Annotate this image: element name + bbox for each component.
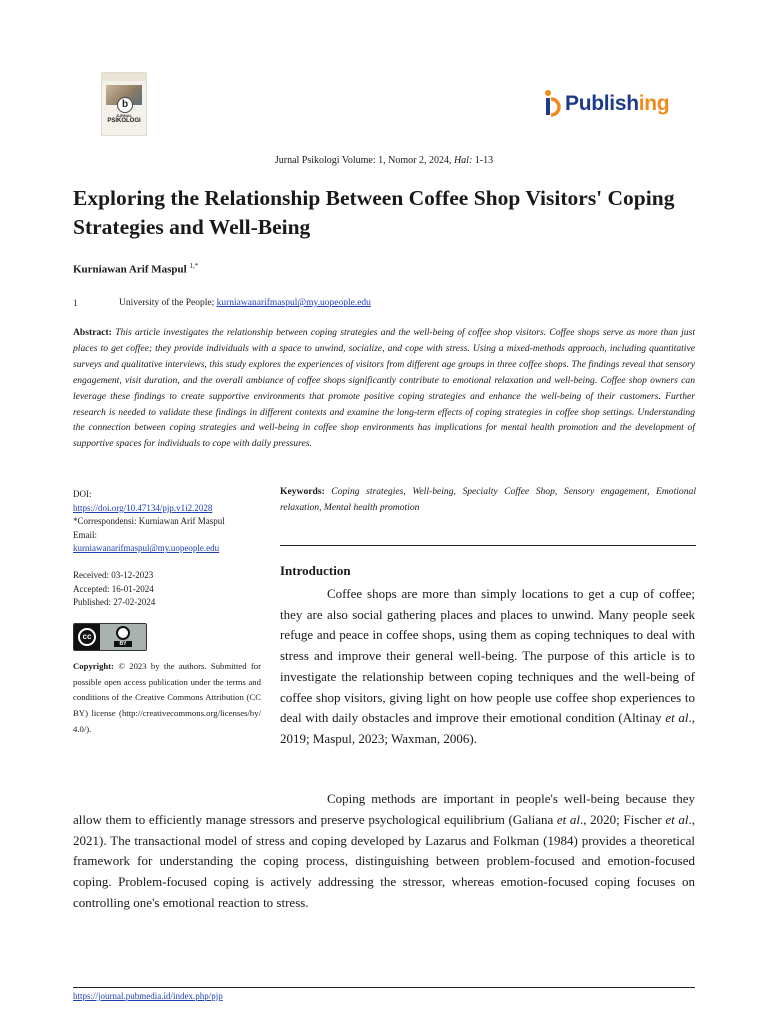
keywords [280,484,696,516]
journal-logo-text-bottom: PSIKOLOGI [107,118,141,124]
article-sidebar [73,488,261,738]
affiliation-number: 1 [73,298,78,308]
creative-commons-icon: cc [74,624,100,650]
email-label: Email: [73,529,97,540]
journal-logo-text-top: JURNAL [115,113,133,118]
doi-link[interactable]: https://doi.org/10.47134/pjp.v1i2.2028 [73,502,213,513]
publisher-name: Publishing [565,92,670,115]
cc-badge-label: BY [114,641,133,647]
keywords-text: Coping strategies, Well-being, Specialty Coffee Shop, Sensory engagement, Emotional relaxation, Mental health promotion [280,486,696,513]
publisher-icon [543,89,563,119]
section-divider [280,545,696,546]
affiliation: University of the People; kurniawanarifmaspul@my.uopeople.edu [119,298,371,308]
journal-cover-logo: b JURNAL PSIKOLOGI [101,72,147,136]
copyright-notice: Copyright: © 2023 by the authors. Submitted for possible open access publication under the terms and conditions of the Creative Commons Attribution (CC BY) license (http://creativecommons.org/licenses/by/ 4.0/). [73,660,262,734]
attribution-person-icon [116,626,130,640]
affiliation-email-link[interactable]: kurniawanarifmaspul@my.uopeople.edu [216,298,371,308]
journal-citation-line: Jurnal Psikologi Volume: 1, Nomor 2, 2024, Hal: 1-13 [274,155,494,166]
published-date: Published: 27-02-2024 [73,597,156,608]
introduction-paragraph-2: Coping methods are important in people's well-being because they allow them to efficiently manage stressors and preserve psychological equilibrium (Galiana et al., 2020; Fischer et al., 2021). The transactional model of stress and coping developed by Lazarus and Folkman (1984) provides a theoretical framework for understanding the coping process, distinguishing between problem-focused and emotion-focused coping. Problem-focused coping is actively addressing the stressor, whereas emotion-focused coping focuses on controlling one's emotional reaction to stress. [73,791,695,910]
doi-label: DOI: [73,489,92,499]
author-name: Kurniawan Arif Maspul $^{1,*}$ [73,262,199,276]
abstract-label: Abstract: [73,327,112,338]
keywords-label: Keywords: [280,486,325,497]
introduction-paragraph-1: Coffee shops are more than simply locations to get a cup of coffee; they are also social gathering places and places to unwind. Many people seek refuge and peace in coffee shops, using them as coping techniques to deal with stress and improve their general well-being. The purpose of this article is to investigate the relationship between coping techniques and the well-being of coffee shop visitors, giving light on how people use coffee shop experiences to deal with daily obstacles and improve their emotional condition (Altinay et al., 2019; Maspul, 2023; Waxman, 2006). [280,586,695,746]
footer-divider [73,987,695,988]
email-link[interactable]: kurniawanarifmaspul@my.uopeople.edu [73,543,220,554]
accepted-date: Accepted: 16-01-2024 [73,583,154,594]
cc-by-license-badge[interactable] [73,623,147,651]
introduction-heading: Introduction [280,563,351,578]
article-title: Exploring the Relationship Between Coffee Shop Visitors' Coping Strategies and Well-Being [73,186,675,239]
footer-journal-url[interactable]: https://journal.pubmedia.id/index.php/pjp [73,991,223,1001]
abstract-text: This article investigates the relationship between coping strategies and the well-being of coffee shop visitors. Coffee shops serve as more than just places to get coffee; they provide individuals with a space to unwind, socialize, and cope with stress. Using a mixed-methods approach, including quantitative surveys and qualitative interviews, this study explores the experiences of visitors from different age groups in three coffee shops. The findings reveal that sensory engagement, visit duration, and the overall ambiance of coffee shops significantly contribute to emotional relaxation and well-being. Coffee shop owners can leverage these findings to create supportive environments that promote positive coping strategies and enhance the well-being of their customers. Further research is needed to validate these findings in different contexts and examine the long-term effects of coping strategies in coffee shop settings. Understanding the connection between coping strategies and well-being in coffee shop environments has implications for mental health promotion and the development of supportive spaces for individuals to cope with daily pressures. [73,327,695,450]
article-dates [73,569,261,610]
correspondence: *Correspondensi: Kurniawan Arif Maspul [73,516,225,527]
publisher-logo [543,86,669,122]
abstract [73,325,695,452]
received-date: Received: 03-12-2023 [73,569,154,580]
